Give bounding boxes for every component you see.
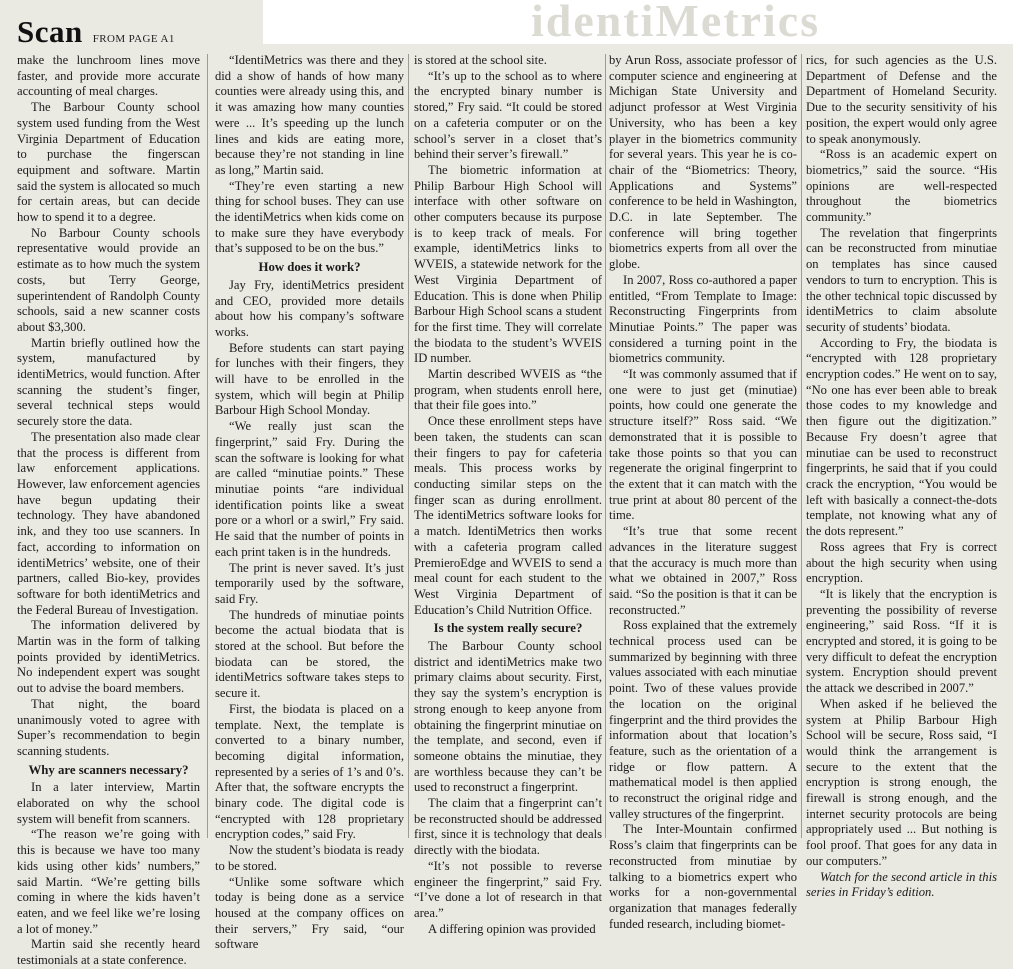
- column-rule: [408, 54, 409, 838]
- article-paragraph: “Ross is an academic expert on biometrics,” said the source. “His opinions are well-respected throughout the biometrics community.”: [806, 147, 997, 225]
- article-paragraph: The biometric information at Philip Barbour High School will interface with other software on other computers because its purpose is to keep track of meals. For example, identiMetrics links to WVEIS, a statewide network for the West Virginia Department of Education. This is done when Philip Barbour High School scans a student for the first time. They will correlate the biodata to the student’s WVEIS ID number.: [414, 162, 602, 366]
- article-paragraph: Jay Fry, identiMetrics president and CEO, provided more details about how his company’s software works.: [215, 277, 404, 339]
- article-paragraph: First, the biodata is placed on a template. Next, the template is converted to a binary number, becoming digital information, represented by a series of 1’s and 0’s. After that, the software encrypts the binary code. The digital code is “encrypted with 128 proprietary encryption codes,” said Fry.: [215, 701, 404, 842]
- article-paragraph: “It’s up to the school as to where the encrypted binary number is stored,” Fry said. “It could be stored on a cafeteria computer or on the school’s server in a closet that’s behind their server’s firewall.”: [414, 68, 602, 162]
- article-paragraph: “IdentiMetrics was there and they did a show of hands of how many counties were already using this, and it was amazing how many counties were ... It’s speeding up the lunch lines and kids are eating more, because they’re not standing in line as long,” Martin said.: [215, 53, 404, 177]
- article-paragraph: Now the student’s biodata is ready to be stored.: [215, 843, 404, 873]
- article-paragraph: No Barbour County schools representative would provide an estimate as to how much the system costs, but Terry George, superintendent of Randolph County schools, said a new scanner costs about $3,300.: [17, 225, 200, 334]
- article-paragraph: by Arun Ross, associate professor of computer science and engineering at Michigan State University and adjunct professor at West Virginia University, who has been a key player in the biometrics community for several years. This year he is co-chair of the “Biometrics: Theory, Applications and Systems” conference to be held in Washington, D.C. in late September. The conference will bring together biometrics experts from all over the globe.: [609, 53, 797, 272]
- article-paragraph: The print is never saved. It’s just temporarily used by the software, said Fry.: [215, 560, 404, 606]
- article-paragraph: is stored at the school site.: [414, 53, 547, 67]
- ghost-headline: identiMetrics: [531, 0, 821, 46]
- article-paragraph: The hundreds of minutiae points become the actual biodata that is stored at the school. But before the biodata can be stored, the identiMetrics software takes steps to secure it.: [215, 607, 404, 701]
- article-paragraph: make the lunchroom lines move faster, and provide more accurate accounting of meal charges.: [17, 53, 200, 99]
- subheading: How does it work?: [258, 260, 361, 275]
- article-paragraph: “It is likely that the encryption is preventing the possibility of reverse engineering,” said Ross. “If it is encrypted and stored, it is going to be very difficult to defeat the encryption system. Encryption should prevent the attack we described in 2007.”: [806, 586, 997, 696]
- article-paragraph: “It’s true that some recent advances in the literature suggest that the accuracy is much more than what we obtained in 2007,” Ross said. “So the position is that it can be reconstructed.”: [609, 524, 797, 617]
- article-paragraph: Before students can start paying for lunches with their fingers, they will have to be enrolled in the system, which will begin at Philip Barbour High School Monday.: [215, 340, 404, 418]
- article-column-4: [609, 53, 797, 931]
- article-paragraph: The information delivered by Martin was in the form of talking points provided by identiMetrics. No independent expert was sought out to advise the board members.: [17, 618, 200, 696]
- article-paragraph: The Barbour County school system used funding from the West Virginia Department of Education to purchase the fingerscan equipment and software. Martin said the system is allocated so much for certain areas, but can decide how to spend it to a degree.: [17, 100, 200, 225]
- article-paragraph: “Unlike some software which today is being done as a service housed at the company offices on their servers,” Fry said, “our software: [215, 874, 404, 952]
- section-kicker: Scan: [17, 14, 83, 49]
- article-paragraph: The Barbour County school district and identiMetrics make two primary claims about security. First, they say the system’s encryption is strong enough to keep anyone from obtaining the fingerprint minutiae on the template, and second, even if someone obtains the minutiae, they are worthless because they can’t be used to reconstruct a fingerprint.: [414, 639, 602, 795]
- article-paragraph: Martin briefly outlined how the system, manufactured by identiMetrics, would function. After scanning the student’s finger, several technical steps would securely store the data.: [17, 335, 200, 429]
- subheading: Is the system really secure?: [433, 621, 583, 636]
- article-column-5: [806, 53, 997, 900]
- article-paragraph: A differing opinion was provided: [428, 921, 596, 936]
- article-paragraph: Once these enrollment steps have been taken, the students can scan their fingers to pay for cafeteria meals. This process works by conducting similar steps on the finger scan as during enrollment. The identiMetrics software looks for a match. IdentiMetrics then works with a cafeteria program called PremieroEdge and WVEIS to send a meal count for each student to the West Virginia Department of Education’s Child Nutrition Office.: [414, 414, 602, 617]
- article-paragraph: When asked if he believed the system at Philip Barbour High School will be secure, Ross said, “I would think the arrangement is secure to the extent that the encryption is strong enough, the firewall is strong enough, and the internet security protocols are being appropriately used ... But nothing is fool proof. That goes for any data in our computers.”: [806, 696, 997, 868]
- column-rule: [801, 54, 802, 838]
- article-paragraph: That night, the board unanimously voted to agree with Super’s recommendation to begin scanning students.: [17, 696, 200, 758]
- article-column-1: [17, 53, 200, 968]
- article-paragraph: “We really just scan the fingerprint,” said Fry. During the scan the software is looking for what are called “minutiae points.” These minutiae points “are individual identification points like a sweat pore or a whorl or a swirl,” Fry said. He said that the number of points in each print taken is in the hundreds.: [215, 419, 404, 559]
- article-paragraph: rics, for such agencies as the U.S. Department of Defense and the Department of Homeland Security. Due to the security sensitivity of his position, the expert would only agree to speak anonymously.: [806, 53, 997, 146]
- article-paragraph: Martin described WVEIS as “the program, when students enroll here, that their file goes into.”: [414, 367, 602, 413]
- article-paragraph: “They’re even starting a new thing for school buses. They can use the identiMetrics when kids come on to make sure they have everybody that’s supposed to be on the bus.”: [215, 178, 404, 256]
- masthead: [17, 14, 175, 50]
- article-paragraph: The Inter-Mountain confirmed Ross’s claim that fingerprints can be reconstructed from minutiae by talking to a biometrics expert who works for a non-governmental organization that manages federally funded research, including biomet-: [609, 822, 797, 931]
- article-column-3: [414, 53, 602, 936]
- article-paragraph: The claim that a fingerprint can’t be reconstructed should be addressed first, since it is technology that deals directly with the biodata.: [414, 796, 602, 858]
- article-paragraph: “It’s not possible to reverse engineer the fingerprint,” said Fry. “I’ve done a lot of research in that area.”: [414, 858, 602, 920]
- article-paragraph: Martin said she recently heard testimonials at a state conference.: [17, 937, 200, 968]
- article-paragraph: The revelation that fingerprints can be reconstructed from minutiae on templates has since caused vendors to turn to encryption. This is the other technical topic discussed by identiMetrics to claim absolute security of students’ biodata.: [806, 225, 997, 334]
- subheading: Why are scanners necessary?: [28, 762, 189, 777]
- article-paragraph: “The reason we’re going with this is because we have too many kids using other kids’ numbers,” said Martin. “We’re getting bills coming in where the kids haven’t eaten, and we feel like we’re losing a lot of money.”: [17, 827, 200, 936]
- jump-line: FROM PAGE A1: [92, 33, 175, 45]
- article-paragraph: “It was commonly assumed that if one were to just get (minutiae) points, how could one generate the structure itself?” Ross said. “We demonstrated that it is possible to take those points so that you can regenerate the original fingerprint to the extent that it can match with the true print at about 80 percent of the time.: [609, 367, 797, 523]
- header-strip: [263, 0, 1013, 44]
- column-rule: [605, 54, 606, 838]
- article-paragraph: Watch for the second article in this series in Friday’s edition.: [806, 869, 997, 900]
- column-rule: [207, 54, 208, 838]
- article-paragraph: Ross agrees that Fry is correct about the high security when using encryption.: [806, 539, 997, 586]
- article-paragraph: The presentation also made clear that the process is different from law enforcement applications. However, law enforcement agencies have begun updating their technology. They have abandoned ink, and they too use scanners. In fact, according to information on identiMetrics’ website, one of their partners, called Bio-key, provides software for both identiMetrics and the Federal Bureau of Investigation.: [17, 429, 200, 617]
- article-paragraph: In 2007, Ross co-authored a paper entitled, “From Template to Image: Reconstructing Fingerprints from Minutiae Points.” The paper was considered a turning point in the biometrics community.: [609, 272, 797, 366]
- article-paragraph: In a later interview, Martin elaborated on why the school system will benefit from scanners.: [17, 780, 200, 826]
- article-paragraph: Ross explained that the extremely technical process used can be summarized by beginning with three values associated with each minutiae point. Two of these values provide the location on the original fingerprint and the third provides the information about that location’s feature, such as the orientation of a ridge or flow pattern. A mathematical model is then applied to reconstruct the original ridge and valley structures of the fingerprint.: [609, 618, 797, 821]
- article-paragraph: According to Fry, the biodata is “encrypted with 128 proprietary encryption codes.” He went on to say, “No one has ever been able to break those codes to my knowledge and then figure out the digitization.” Because Fry doesn’t agree that minutiae can be used to reconstruct fingerprints, he said that if you could crack the encryption, “You would be left with basically a connect-the-dots template, not knowing what any of the dots represent.”: [806, 335, 997, 539]
- article-column-2: [215, 53, 404, 952]
